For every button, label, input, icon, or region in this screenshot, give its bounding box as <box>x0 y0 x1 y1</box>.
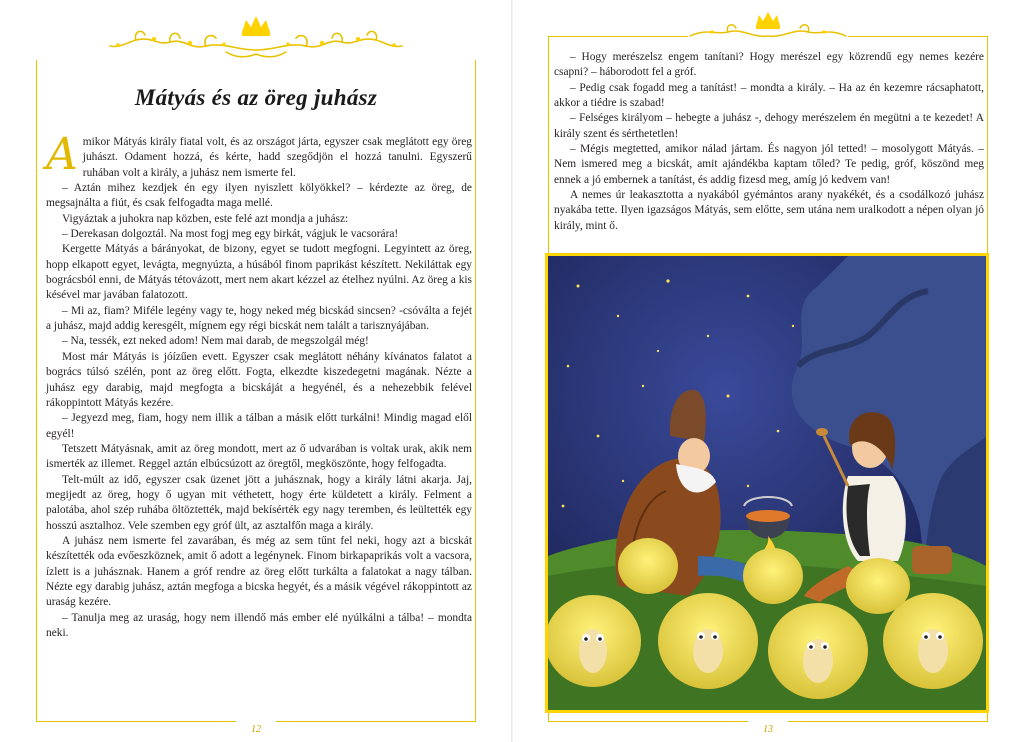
paragraph: Most már Mátyás is jóízűen evett. Egyszer csak meglátott néhány kívánatos falatot a bogrács túlsó szélén, pont az öreg előtt. Fogta, elkezdte kiszedegetni magának. Nézte a juhász egy darabig, majd megfogta a bicskáját a hegyénél, és a nehezebbik felével rákoppintott Mátyás kezére. <box>46 350 472 409</box>
frame-bottom-right <box>788 721 988 722</box>
crown-ornament-icon <box>106 12 406 62</box>
frame-bottom-right <box>276 721 476 722</box>
frame-left-border <box>36 60 37 722</box>
paragraph: – Mégis megtetted, amikor nálad jártam. És nagyon jól tetted! – mosolygott Mátyás. – Nem ismered meg a bicskát, amit ajándékba kaptam tőled? Te pedig, gróf, köszönd meg ennek a jó embernek a tanítást, és addig fizesd meg, amíg jó kedvem van! <box>554 143 984 186</box>
story-title: Mátyás és az öreg juhász <box>134 85 378 110</box>
paragraph: – Mi az, fiam? Miféle legény vagy te, hogy neked még bicskád sincsen? -csóválta a fejét a juhász, majd addig keresgélt, mígnem egy régi bicskát nem talált a tarisznyájában. <box>46 304 472 333</box>
story-illustration <box>545 253 989 713</box>
drop-cap: A <box>46 129 78 180</box>
frame-right-border <box>475 60 476 722</box>
paragraph: Vigyáztak a juhokra nap közben, este felé azt mondja a juhász: <box>62 212 349 225</box>
paragraph: – Tanulja meg az uraság, hogy nem illendő más ember elé nyúlkálni a tálba! – mondta neki. <box>46 611 472 639</box>
paragraph: – Jegyezd meg, fiam, hogy nem illik a tálban a másik előtt turkálni! Mindig magad elől egyél! <box>46 412 472 440</box>
right-page <box>512 0 1024 742</box>
paragraph: A juhász nem ismerte fel zavarában, és még az sem tűnt fel neki, hogy azt a bicskát készítették oda evőeszköznek, amit ő adott a legénynek. Finom birkapaprikás volt a vacsora, ízlett is a juhásznak. Hanem a gróf rendre az öreg előtt turkálta a falatokat a nagy tálban. Nézte egy darabig juhász, aztán megfoga a bicska hegyét, és a másik végével rákoppintott az uraság kezére. <box>46 534 472 609</box>
page-number-right: 13 <box>763 724 773 735</box>
paragraph: – Aztán mihez kezdjek én egy ilyen nyiszlett kölyökkel? – kérdezte az öreg, de megsajnálta a fiút, és csak felfogadta maga mellé. <box>46 182 472 210</box>
paragraph: Telt-múlt az idő, egyszer csak üzenet jött a juhásznak, hogy a király látni akarja. Jaj, megijedt az öreg, hogy ő ugyan mit véthetett, hogy érte küldetett a király. Felment a palotába, ahol szép ruhába öltöztették, majd bekísérték egy nagy teremben, és leültették egy hosszú asztalhoz. Vele szemben egy gróf ült, az asztalfőn maga a király. <box>46 473 472 532</box>
right-page-text <box>554 50 984 234</box>
page-number-left: 12 <box>251 724 261 735</box>
paragraph: Tetszett Mátyásnak, amit az öreg mondott, mert az ő udvarában is voltak urak, akik nem ismerték az illemet. Reggel aztán elbúcsúzott az öregtől, megköszönte, hogy felfogadta. <box>46 442 472 471</box>
paragraph: A nemes úr leakasztotta a nyakából gyémántos arany nyakékét, és a csodálkozó juhász nyakába tette. Ilyen igazságos Mátyás, sem előtte, sem utána nem uralkodott a népen olyan jó király, mint ő. <box>554 189 984 232</box>
campfire-scene-image <box>548 256 986 710</box>
paragraph: – Pedig csak fogadd meg a tanítást! – mondta a király. – Ha az én kezemre rácsaphatott, akkor a tiédre is szabad! <box>554 81 984 110</box>
paragraph: – Na, tessék, ezt neked adom! Nem mai darab, de megszolgál még! <box>62 335 369 348</box>
left-page-text <box>46 129 472 641</box>
paragraph: – Felséges királyom – hebegte a juhász -, dehogy merészelem én megütni a te kezedet! A király szent és sérthetetlen! <box>554 112 984 140</box>
paragraph: – Derekasan dolgoztál. Na most fogj meg egy birkát, vágjuk le vacsorára! <box>62 228 399 241</box>
paragraph: mikor Mátyás király fiatal volt, és az országot járta, egyszer csak meglátott egy öreg juhászt. Odament hozzá, és kérte, hadd szegődjön el hozzá tanulni. Egyszerű ruhában volt a király, a juhász nem ismerte fel. <box>82 136 472 179</box>
frame-top-right <box>848 36 988 37</box>
paragraph: – Hogy merészelsz engem tanítani? Hogy merészel egy közrendű egy nemes kezére csapni? – háborodott fel a gróf. <box>554 51 984 79</box>
frame-bottom-left <box>36 721 236 722</box>
crown-ornament-icon <box>688 10 848 46</box>
paragraph: Kergette Mátyás a bárányokat, de bizony, egyet se tudott megfogni. Legyintett az öreg, hopp elkapott egyet, levágta, megnyúzta, a húsából finom paprikást készített. Nekiláttak egy bográcsból enni, de Mátyás tétovázott, mert nem akart kézzel az ételhez nyúlni. Az öreg a kis késével mar javában falatozott. <box>46 243 472 302</box>
frame-top-left <box>548 36 688 37</box>
frame-bottom-left <box>548 721 748 722</box>
